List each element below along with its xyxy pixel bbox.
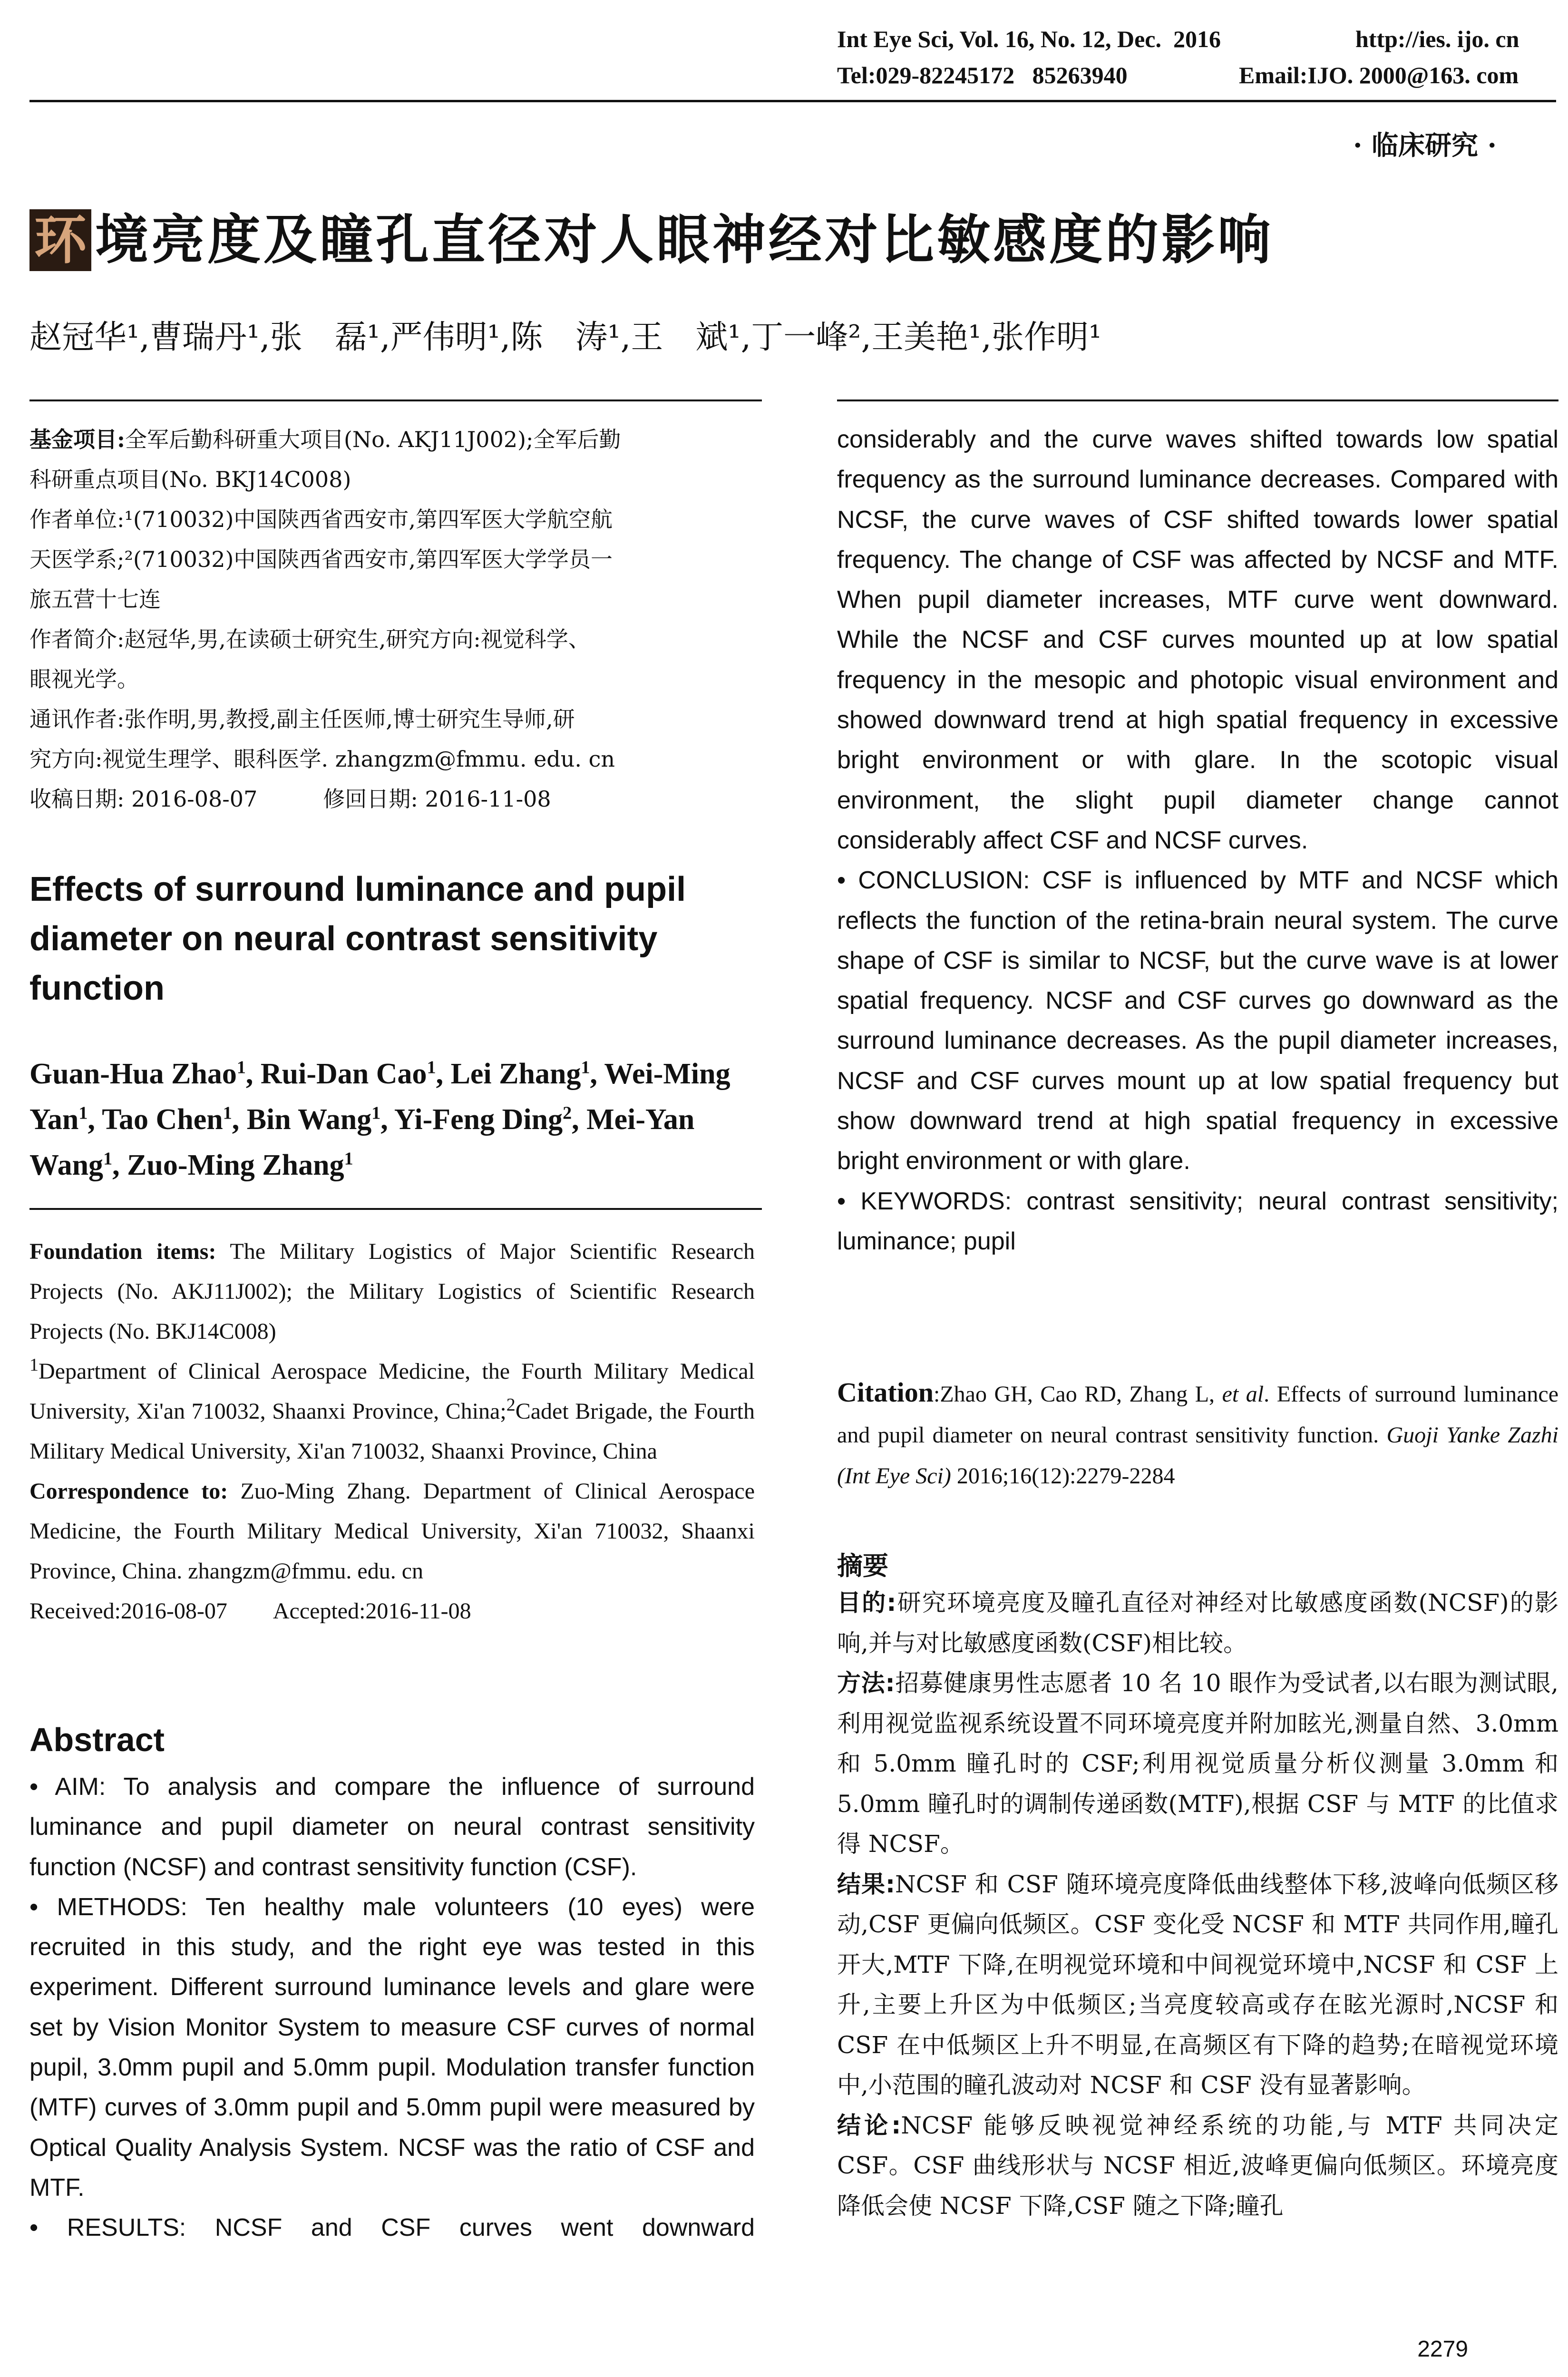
page-number: 2279 [1417,2337,1468,2362]
abstract-results-cont: considerably and the curve waves shifted towards low spatial frequency as the surround luminance decreases. Compared with NCSF, the curve waves of CSF shifted towards lower spatial frequency. The change of CSF was affected by NCSF and MTF. When pupil diameter increases, MTF curve went downward. While the NCSF and CSF curves mounted up at low spatial frequency in the mesopic and photopic visual environment and showed downward trend at high spatial frequency in excessive bright environment or with glare. In the scotopic visual environment, the slight pupil diameter change cannot considerably affect CSF and NCSF curves. [837,426,1558,854]
author: Tao Chen$^1$ [102,1103,232,1136]
info-line: 通讯作者:张作明,男,教授,副主任医师,博士研究生导师,研 [29,706,575,732]
authors-en: Guan-Hua Zhao$^1$, Rui-Dan Cao$^1$, Lei Zhang$^1$, Wei-Ming Yan$^1$, Tao Chen$^1$, Bin Wang$^1$, Yi-Feng Ding$^2$, Mei-Yan Wang$^1$, Zuo-Ming Zhang$^1$ [29,1057,730,1181]
author: Zuo-Ming Zhang$^1$ [127,1149,353,1181]
title-first-char: 环 [29,209,91,271]
author: Guan-Hua Zhao$^1$ [29,1057,246,1090]
info-line: 作者单位:¹(710032)中国陕西省西安市,第四军医大学航空航 [29,507,613,532]
info-line: 收稿日期: 2016-08-07 修回日期: 2016-11-08 [29,786,551,812]
author: Bin Wang$^1$ [246,1103,381,1136]
author: Mei-Yan Wang$^1$ [29,1103,695,1181]
journal-name: Guoji Yanke Zazhi (Int Eye Sci) [837,1422,1559,1489]
author: Rui-Dan Cao$^1$ [260,1057,436,1090]
cn-abstract-body [837,1583,1558,2226]
paper-title-cn: 境亮度及瞳孔直径对人眼神经对比敏感度的影响 [95,209,1274,271]
cn-abstract-heading: 摘要 [837,1551,888,1581]
cn-abstract-aim: 目的:研究环境亮度及瞳孔直径对神经对比敏感度函数(NCSF)的影响,并与对比敏感度函数(CSF)相比较。 [837,1589,1558,1657]
citation: Citation:Zhao GH, Cao RD, Zhang L, et al. Effects of surround luminance and pupil diameter on neural contrast sensitivity function. Guoji Yanke Zazhi (Int Eye Sci) 2016;16(12):2279-2284 [837,1377,1559,1489]
abstract-body-left [29,1767,755,2248]
authors-cn: 赵冠华¹,曹瑞丹¹,张 磊¹,严伟明¹,陈 涛¹,王 斌¹,丁一峰²,王美艳¹,张作明¹ [29,319,1102,356]
paper-title-en: Effects of surround luminance and pupil diameter on neural contrast sensitivity function [29,870,686,1007]
journal-email[interactable]: Email:IJO. 2000@163. com [1239,62,1519,88]
right-column-rule [837,399,1558,401]
abstract-methods: • METHODS: Ten healthy male volunteers (10 eyes) were recruited in this study, and the right eye was tested in this experiment. Different surround luminance levels and glare were set by Vision Monitor System to measure CSF curves of normal pupil, 3.0mm pupil and 5.0mm pupil. Modulation transfer function (MTF) curves of 3.0mm pupil and 5.0mm pupil were measured by Optical Quality Analysis System. NCSF was the ratio of CSF and MTF. [29,1893,755,2202]
abstract-results-start: • RESULTS: NCSF and CSF curves went downward [29,2214,755,2242]
journal-issue-info: Int Eye Sci, Vol. 16, No. 12, Dec. 2016 [837,26,1221,52]
info-line: 究方向:视觉生理学、眼科医学. zhangzm@fmmu. edu. cn [29,746,615,772]
cn-abstract-methods: 方法:招募健康男性志愿者 10 名 10 眼作为受试者,以右眼为测试眼,利用视觉监视系统设置不同环境亮度并附加眩光,测量自然、3.0mm 和 5.0mm 瞳孔时的 CSF;利用视觉质量分析仪测量 3.0mm 和 5.0mm 瞳孔时的调制传递函数(MTF),根据 CSF 与 MTF 的比值求得 NCSF。 [837,1669,1559,1858]
cn-abstract-conclusion: 结论:NCSF 能够反映视觉神经系统的功能,与 MTF 共同决定 CSF。CSF 曲线形状与 NCSF 相近,波峰更偏向低频区。环境亮度降低会使 NCSF 下降,CSF 随之下降;瞳孔 [837,2111,1559,2220]
abstract-body-right [837,419,1558,1261]
header-rule [29,100,1556,102]
info-line: 作者简介:赵冠华,男,在读硕士研究生,研究方向:视觉科学、 [29,626,590,652]
info-line: 天医学系;²(710032)中国陕西省西安市,第四军医大学学员一 [29,546,613,572]
cn-abstract-results: 结果:NCSF 和 CSF 随环境亮度降低曲线整体下移,波峰向低频区移动,CSF 更偏向低频区。CSF 变化受 NCSF 和 MTF 共同作用,瞳孔开大,MTF 下降,在明视觉环境和中间视觉环境中,NCSF 和 CSF 上升,主要上升区为中低频区;当亮度较高或存在眩光源时,NCSF 和 CSF 在中低频区上升不明显,在高频区有下降的趋势;在暗视觉环境中,小范围的瞳孔波动对 NCSF 和 CSF 没有显著影响。 [837,1870,1559,2099]
left-column-rule [29,399,762,401]
author: Lei Zhang$^1$ [450,1057,590,1090]
journal-url[interactable]: http://ies. ijo. cn [1355,26,1519,52]
info-line: 基金项目:全军后勤科研重大项目(No. AKJ11J002);全军后勤 [29,427,621,452]
author: Yi-Feng Ding$^2$ [394,1103,572,1136]
received-accepted: Received:2016-08-07 Accepted:2016-11-08 [29,1598,471,1624]
affiliations: $^1$Department of Clinical Aerospace Medicine, the Fourth Military Medical University, Xi'an 710032, Shaanxi Province, China;$^2$Cadet Brigade, the Fourth Military Medical University, Xi'an 710032, Shaanxi Province, China [29,1355,755,1464]
author: Wei-Ming Yan$^1$ [29,1058,730,1136]
foundation-items: Foundation items: The Military Logistics of Major Scientific Research Projects (No. AKJ11J002); the Military Logistics of Scientific Research Projects (No. BKJ14C008) [29,1239,755,1344]
info-line: 眼视光学。 [29,666,139,692]
info-line: 旅五营十七连 [29,586,161,612]
info-line: 科研重点项目(No. BKJ14C008) [29,467,351,492]
abstract-aim: • AIM: To analysis and compare the influence of surround luminance and pupil diameter on neural contrast sensitivity function (NCSF) and contrast sensitivity function (CSF). [29,1773,755,1881]
journal-tel: Tel:029-82245172 85263940 [837,62,1128,88]
correspondence: Correspondence to: Zuo-Ming Zhang. Department of Clinical Aerospace Medicine, the Fourth Military Medical University, Xi'an 710032, Shaanxi Province, China. zhangzm@fmmu. edu. cn [29,1479,755,1584]
foundation-block [29,1232,755,1631]
abstract-heading: Abstract [29,1721,165,1758]
section-tag: · 临床研究 · [1353,130,1497,161]
article-info-cn [29,419,755,819]
citation-label: Citation [837,1377,934,1408]
abstract-conclusion: • CONCLUSION: CSF is influenced by MTF and NCSF which reflects the function of the retina-brain neural system. The curve shape of CSF is similar to NCSF, but the curve wave is at lower spatial frequency. NCSF and CSF curves go downward as the surround luminance decreases. As the pupil diameter increases, NCSF and CSF curves mount up at low spatial frequency but show downward trend at high spatial frequency in excessive bright environment or with glare. [837,867,1558,1175]
authors-rule [29,1208,762,1210]
abstract-keywords: • KEYWORDS: contrast sensitivity; neural contrast sensitivity; luminance; pupil [837,1187,1558,1255]
